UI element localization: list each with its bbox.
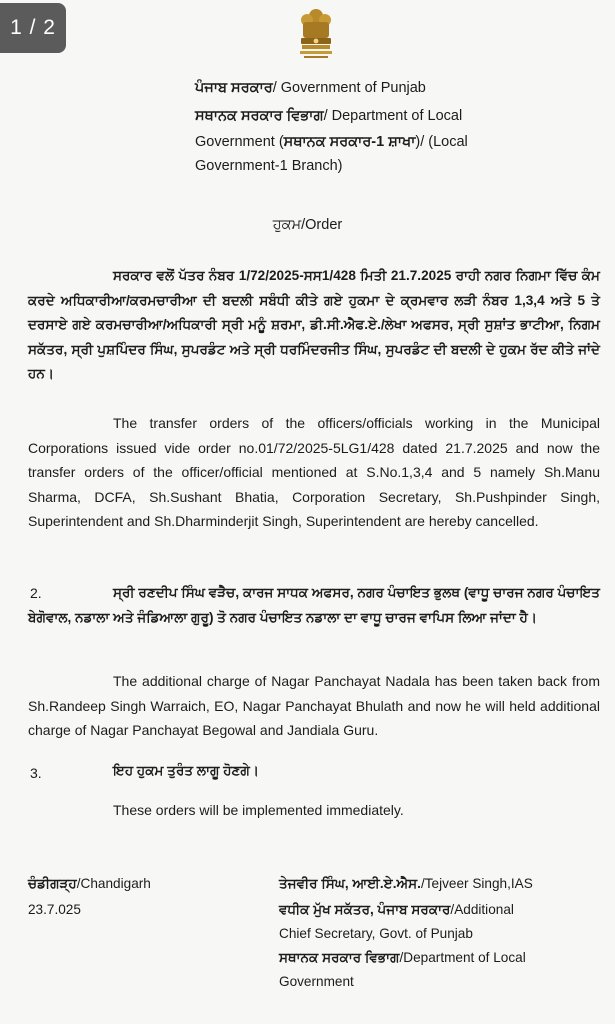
signatory-title-english: /Additional bbox=[450, 902, 514, 917]
header-english-local-govt: Government ( bbox=[195, 134, 284, 150]
paragraph-2-punjabi: ਸ੍ਰੀ ਰਣਦੀਪ ਸਿੰਘ ਵੜੈਚ, ਕਾਰਜ ਸਾਧਕ ਅਫਸਰ, ਨਗਰ ਪੰਚਾਇਤ ਭੁਲਥ (ਵਾਧੂ ਚਾਰਜ ਨਗਰ ਪੰਚਾਇਤ ਬੇਗੋਵਾਲ, ਨਡਾਲਾ ਅਤੇ ਜੰਡਿਆਲਾ ਗੁਰੂ) ਤੋ ਨਗਰ ਪੰਚਾਇਤ ਨਡਾਲਾ ਦਾ ਵਾਧੂ ਚਾਰਜ ਵਾਪਿਸ ਲਿਆ ਜਾਂਦਾ ਹੈ। bbox=[28, 585, 600, 625]
header-punjabi-branch: ਸਥਾਨਕ ਸਰਕਾਰ-1 ਸ਼ਾਖਾ bbox=[283, 134, 416, 150]
signatory-name-punjabi: ਤੇਜਵੀਰ ਸਿੰਘ, ਆਈ.ਏ.ਐਸ. bbox=[279, 876, 421, 891]
header-line-3 bbox=[195, 130, 595, 154]
header-english-local: )/ (Local bbox=[415, 134, 468, 150]
signatory-dept-english: /Department of Local bbox=[399, 950, 526, 965]
place-punjabi: ਚੰਡੀਗੜ੍ਹ bbox=[28, 876, 77, 891]
order-title: ਹੁਕਮ/Order bbox=[272, 217, 343, 233]
signatory-dept-punjabi: ਸਥਾਨਕ ਸਰਕਾਰ ਵਿਭਾਗ bbox=[279, 950, 400, 965]
page-counter[interactable]: 1 / 2 bbox=[0, 3, 66, 53]
signatory-line-3: Chief Secretary, Govt. of Punjab bbox=[279, 926, 473, 941]
paragraph-3-number: 3. bbox=[30, 765, 42, 781]
header-line-2 bbox=[195, 104, 595, 128]
signatory-title-punjabi: ਵਧੀਕ ਮੁੱਖ ਸਕੱਤਰ, ਪੰਜਾਬ ਸਰਕਾਰ bbox=[279, 902, 451, 917]
header-english-branch: Government-1 Branch) bbox=[195, 158, 343, 174]
order-date: 23.7.025 bbox=[28, 902, 81, 917]
header-english-govt: / Government of Punjab bbox=[272, 80, 426, 96]
paragraph-2-number: 2. bbox=[30, 585, 42, 601]
paragraph-1-english: The transfer orders of the officers/officials working in the Municipal Corporations issued vide order no.01/72/2025-5LG1/428 dated 21.7.2025 and now the transfer orders of the officer/official mentioned at S.No.1,3,4 and 5 namely Sh.Manu Sharma, DCFA, Sh.Sushant Bhatia, Corporation Secretary, Sh.Pushpinder Singh, Superintendent and Sh.Dharminderjit Singh, Superintendent are hereby cancelled. bbox=[28, 415, 600, 529]
header-english-dept: / Department of Local bbox=[323, 108, 463, 124]
signatory-line-2 bbox=[279, 898, 609, 922]
signatory-name-english: /Tejveer Singh,IAS bbox=[420, 876, 533, 891]
paragraph-3-punjabi: ਇਹ ਹੁਕਮ ਤੁਰੰਤ ਲਾਗੂ ਹੋਣਗੇ। bbox=[113, 763, 260, 778]
place-english: /Chandigarh bbox=[76, 876, 151, 891]
signatory-line-1 bbox=[279, 872, 609, 896]
signatory-line-5: Government bbox=[279, 974, 354, 989]
ashoka-emblem-icon bbox=[293, 6, 339, 62]
header-punjabi-dept: ਸਥਾਨਕ ਸਰਕਾਰ ਵਿਭਾਗ bbox=[195, 108, 324, 124]
header-punjabi-govt: ਪੰਜਾਬ ਸਰਕਾਰ bbox=[195, 80, 273, 96]
place-line bbox=[28, 872, 151, 896]
paragraph-1-punjabi: ਸਰਕਾਰ ਵਲੋਂ ਪੱਤਰ ਨੰਬਰ 1/72/2025-ਸਸ1/428 ਮਿਤੀ 21.7.2025 ਰਾਹੀ ਨਗਰ ਨਿਗਮਾ ਵਿੱਚ ਕੰਮ ਕਰਦੇ ਅਧਿਕਾਰੀਆ/ਕਰਮਚਾਰੀਆ ਦੀ ਬਦਲੀ ਸਬੰਧੀ ਕੀਤੇ ਗਏ ਹੁਕਮਾ ਦੇ ਕ੍ਰਮਵਾਰ ਲੜੀ ਨੰਬਰ 1,3,4 ਅਤੇ 5 ਤੇ ਦਰਸਾਏ ਗਏ ਕਰਮਚਾਰੀਆ/ਅਧਿਕਾਰੀ ਸ੍ਰੀ ਮਨੂੰ ਸ਼ਰਮਾ, ਡੀ.ਸੀ.ਐਫ.ਏ./ਲੇਖਾ ਅਫਸਰ, ਸ੍ਰੀ ਸੁਸ਼ਾਂਤ ਭਾਟੀਆ, ਨਿਗਮ ਸਕੱਤਰ, ਸ੍ਰੀ ਪੁਸ਼ਪਿੰਦਰ ਸਿੰਘ, ਸੁਪਰਡੰਟ ਅਤੇ ਸ੍ਰੀ ਧਰਮਿੰਦਰਜੀਤ ਸਿੰਘ, ਸੁਪਰਡੰਟ ਦੀ ਬਦਲੀ ਦੇ ਹੁਕਮ ਰੱਦ ਕੀਤੇ ਜਾਂਦੇ ਹਨ। bbox=[28, 268, 600, 381]
header-line-1 bbox=[195, 76, 595, 100]
paragraph-3-english: These orders will be implemented immediately. bbox=[113, 802, 404, 818]
paragraph-2-english: The additional charge of Nagar Panchayat Nadala has been taken back from Sh.Randeep Singh Warraich, EO, Nagar Panchayat Bhulath and now he will held additional charge of Nagar Panchayat Begowal and Jandiala Guru. bbox=[28, 673, 600, 738]
header-line-4 bbox=[195, 154, 595, 178]
signatory-line-4 bbox=[279, 946, 609, 970]
